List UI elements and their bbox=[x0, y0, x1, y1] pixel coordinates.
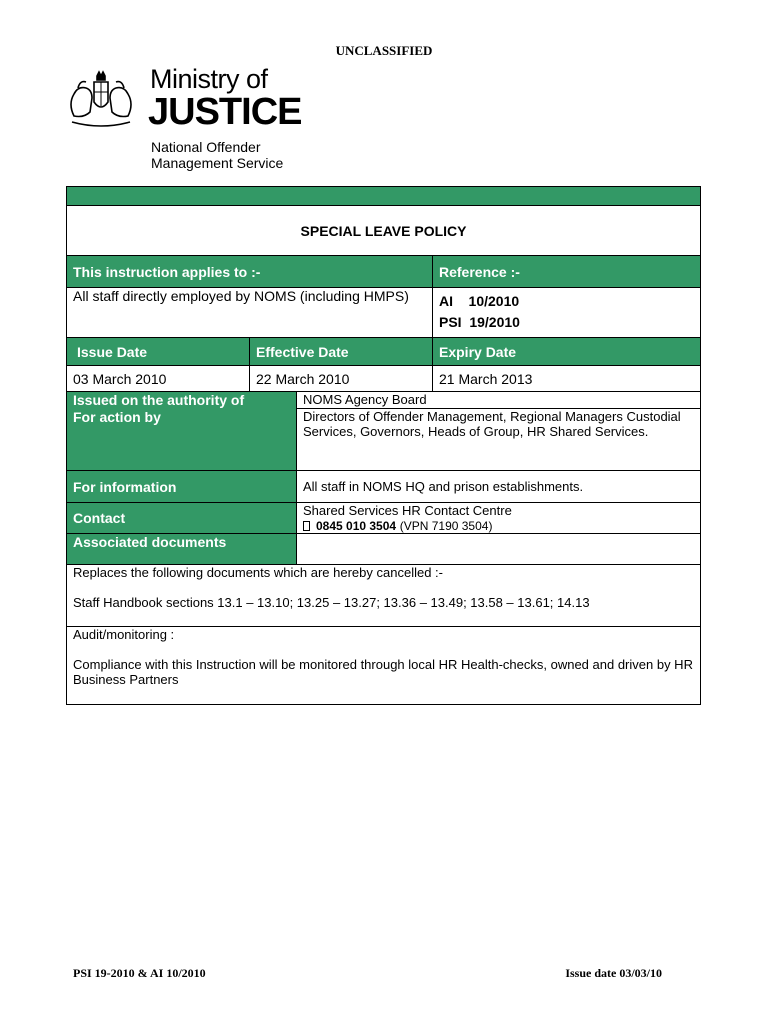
authority-label: Issued on the authority of bbox=[67, 392, 297, 409]
telephone-icon bbox=[303, 521, 310, 531]
logo-justice: JUSTICE bbox=[148, 91, 302, 133]
expiry-date-header: Expiry Date bbox=[433, 338, 701, 366]
contact-vpn: (VPN 7190 3504) bbox=[399, 519, 493, 533]
contact-value: Shared Services HR Contact Centre bbox=[303, 503, 512, 518]
contact-phone: 0845 010 3504 bbox=[316, 519, 397, 533]
reference-values bbox=[433, 288, 701, 338]
logo-subtitle-line2: Management Service bbox=[151, 155, 284, 171]
action-label: For action by bbox=[67, 409, 297, 471]
replaces-list: Staff Handbook sections 13.1 – 13.10; 13.25 – 13.27; 13.36 – 13.49; 13.58 – 13.61; 14.13 bbox=[73, 595, 590, 610]
info-label: For information bbox=[67, 471, 297, 503]
top-green-bar bbox=[67, 187, 701, 206]
contact-phone-line bbox=[303, 518, 694, 533]
royal-coat-of-arms-icon bbox=[64, 68, 138, 130]
policy-info-table bbox=[66, 186, 701, 705]
action-value: Directors of Offender Management, Regional Managers Custodial Services, Governors, Heads of Group, HR Shared Services. bbox=[297, 409, 701, 471]
moj-logo bbox=[64, 64, 302, 176]
logo-ministry-of: Ministry of bbox=[150, 64, 268, 94]
info-value: All staff in NOMS HQ and prison establishments. bbox=[297, 471, 701, 503]
logo-subtitle-line1: National Offender bbox=[151, 139, 261, 155]
replaces-cell bbox=[67, 565, 701, 627]
reference-psi: PSI 19/2010 bbox=[439, 314, 520, 330]
issue-date-value: 03 March 2010 bbox=[67, 366, 250, 392]
effective-date-header: Effective Date bbox=[250, 338, 433, 366]
replaces-intro: Replaces the following documents which are hereby cancelled :- bbox=[73, 565, 443, 580]
effective-date-value: 22 March 2010 bbox=[250, 366, 433, 392]
audit-cell bbox=[67, 627, 701, 705]
applies-value: All staff directly employed by NOMS (including HMPS) bbox=[67, 288, 433, 338]
authority-value: NOMS Agency Board bbox=[297, 392, 701, 409]
issue-date-header: Issue Date bbox=[67, 338, 250, 366]
assoc-label: Associated documents bbox=[67, 534, 297, 565]
policy-title: SPECIAL LEAVE POLICY bbox=[67, 206, 701, 256]
contact-label: Contact bbox=[67, 503, 297, 534]
audit-text: Compliance with this Instruction will be monitored through local HR Health-checks, owned and driven by HR Business Partners bbox=[73, 657, 693, 687]
classification-label: UNCLASSIFIED bbox=[335, 43, 433, 58]
applies-header: This instruction applies to :- bbox=[67, 256, 433, 288]
footer-issue-date: Issue date 03/03/10 bbox=[565, 966, 662, 980]
contact-cell bbox=[297, 503, 701, 534]
reference-ai: AI 10/2010 bbox=[439, 293, 520, 309]
audit-label: Audit/monitoring : bbox=[73, 627, 175, 642]
reference-header: Reference :- bbox=[433, 256, 701, 288]
footer-document-ref: PSI 19-2010 & AI 10/2010 bbox=[73, 966, 206, 980]
expiry-date-value: 21 March 2013 bbox=[433, 366, 701, 392]
assoc-value bbox=[297, 534, 701, 565]
